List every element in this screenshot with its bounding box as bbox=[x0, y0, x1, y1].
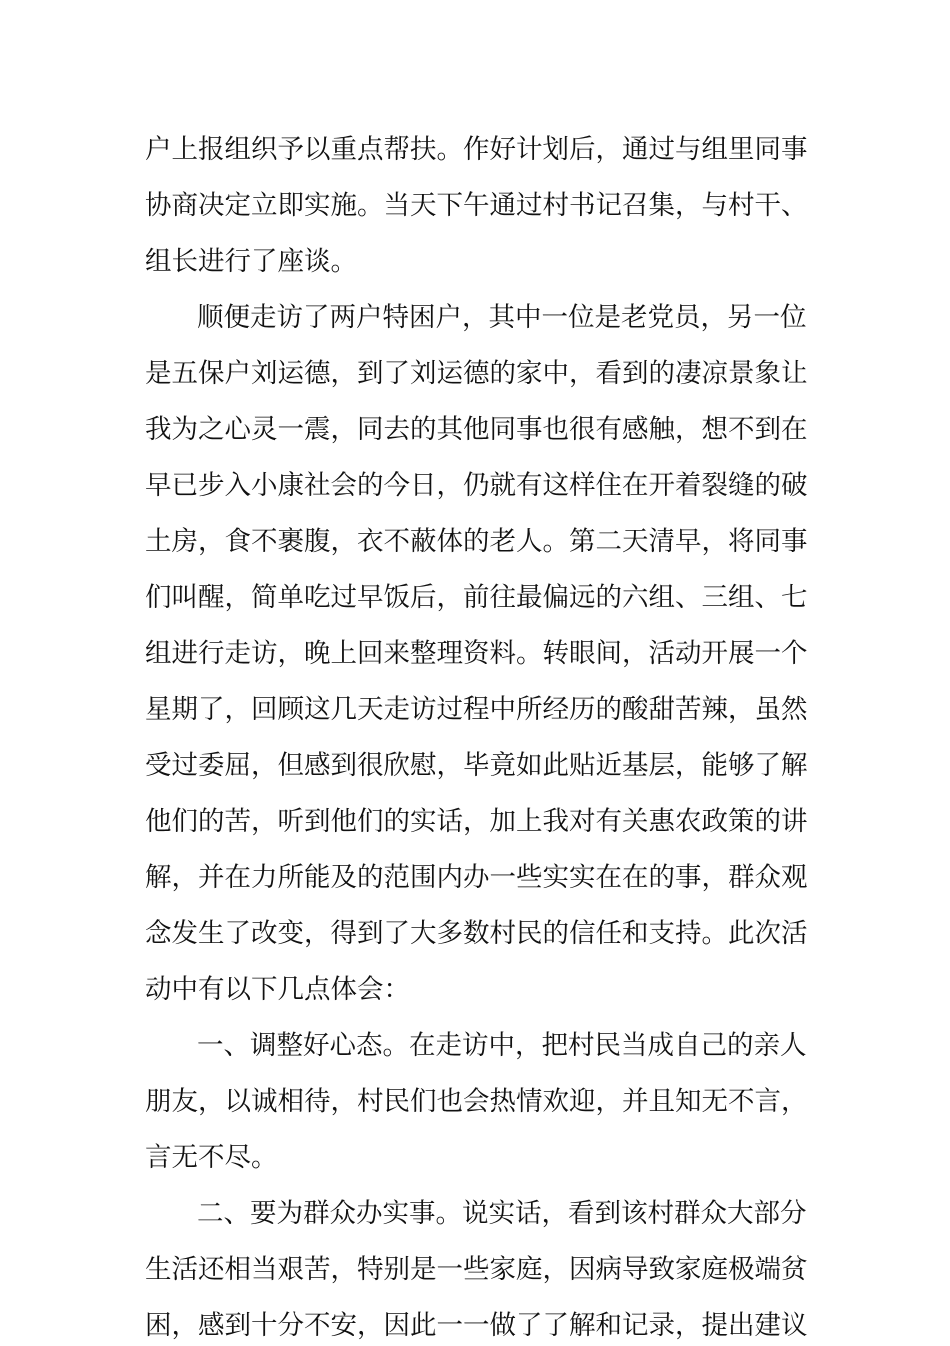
text-line: 言无不尽。 bbox=[145, 1142, 278, 1173]
text-line: 动中有以下几点体会： bbox=[145, 974, 410, 1005]
text-line: 他们的苦，听到他们的实话，加上我对有关惠农政策的讲 bbox=[145, 806, 808, 837]
text-line: 解，并在力所能及的范围内办一些实实在在的事，群众观 bbox=[145, 862, 808, 893]
text-line: 生活还相当艰苦，特别是一些家庭，因病导致家庭极端贫 bbox=[145, 1254, 808, 1285]
text-line: 受过委屈，但感到很欣慰，毕竟如此贴近基层，能够了解 bbox=[145, 750, 808, 781]
text-line: 早已步入小康社会的今日，仍就有这样住在开着裂缝的破 bbox=[145, 470, 808, 501]
text-line: 户上报组织予以重点帮扶。作好计划后，通过与组里同事 bbox=[145, 134, 808, 165]
text-line: 星期了，回顾这几天走访过程中所经历的酸甜苦辣，虽然 bbox=[145, 694, 808, 725]
text-line: 组长进行了座谈。 bbox=[145, 246, 357, 277]
text-line: 念发生了改变，得到了大多数村民的信任和支持。此次活 bbox=[145, 918, 808, 949]
text-line: 朋友，以诚相待，村民们也会热情欢迎，并且知无不言， bbox=[145, 1086, 808, 1117]
text-line: 我为之心灵一震，同去的其他同事也很有感触，想不到在 bbox=[145, 414, 808, 445]
text-line: 土房，食不裹腹，衣不蔽体的老人。第二天清早，将同事 bbox=[145, 526, 808, 557]
text-line: 们叫醒，简单吃过早饭后，前往最偏远的六组、三组、七 bbox=[145, 582, 808, 613]
paragraph-first-line: 顺便走访了两户特困户，其中一位是老党员，另一位 bbox=[197, 302, 807, 333]
text-line: 协商决定立即实施。当天下午通过村书记召集，与村干、 bbox=[145, 190, 808, 221]
text-line: 困，感到十分不安，因此一一做了了解和记录，提出建议 bbox=[145, 1310, 808, 1341]
text-line: 组进行走访，晚上回来整理资料。转眼间，活动开展一个 bbox=[145, 638, 808, 669]
text-line: 是五保户刘运德，到了刘运德的家中，看到的凄凉景象让 bbox=[145, 358, 808, 389]
paragraph-first-line: 二、要为群众办实事。说实话，看到该村群众大部分 bbox=[197, 1198, 807, 1229]
paragraph-first-line: 一、调整好心态。在走访中，把村民当成自己的亲人 bbox=[197, 1030, 807, 1061]
